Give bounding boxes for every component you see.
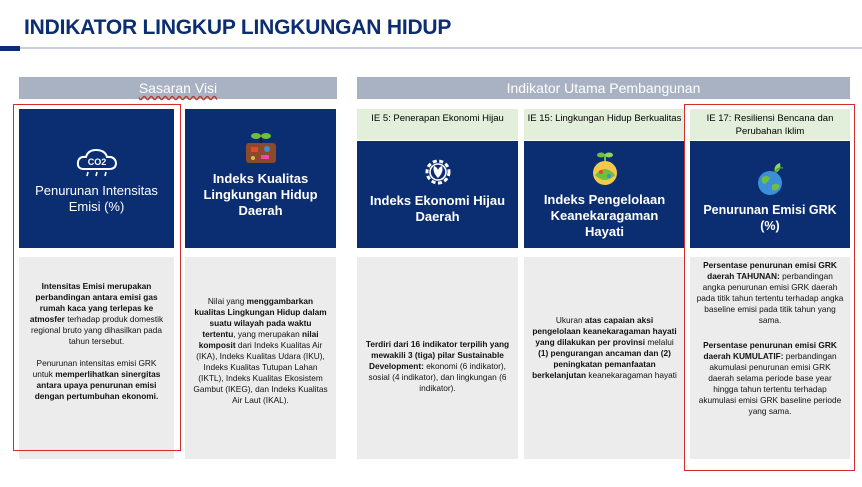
desc-bold: nilai komposit xyxy=(198,329,319,350)
biodiversity-icon xyxy=(587,151,623,189)
globe-plant-icon xyxy=(753,161,787,199)
desc-text: Nilai yang xyxy=(207,296,247,306)
desc-text: ekonomi (6 indikator), sosial (4 indikator), dan lingkungan (6 indikator). xyxy=(368,361,507,393)
page-title: INDIKATOR LINGKUP LINGKUNGAN HIDUP xyxy=(24,16,452,39)
card-penurunan-intensitas-emisi xyxy=(19,109,174,248)
card-penurunan-emisi-grk xyxy=(690,141,850,248)
card-indeks-ekonomi-hijau xyxy=(357,141,518,248)
card-title: Indeks Ekonomi Hijau Daerah xyxy=(369,193,506,224)
desc-bold: atas capaian aksi pengelolaan keanekaragaman hayati yang dilakukan per provinsi xyxy=(532,315,677,347)
soil-sprout-icon xyxy=(243,131,279,165)
desc-bold: Intensitas Emisi merupakan perbandingan antara emisi gas rumah kaca yang terlepas ke atmosfer xyxy=(29,281,158,324)
card-title: Penurunan Emisi GRK (%) xyxy=(703,203,837,233)
desc-bold: Terdiri dari 16 indikator terpilih yang mewakili 3 (tiga) pilar Sustainable Development: xyxy=(365,339,510,371)
description-penurunan-emisi-grk xyxy=(690,257,850,459)
subhead-ie17: IE 17: Resiliensi Bencana dan Perubahan Iklim xyxy=(690,109,850,140)
description-indeks-pengelolaan-keanekaragaman-hayati xyxy=(524,257,685,459)
desc-bold: menggambarkan kualitas Lingkungan Hidup dalam suatu wilayah pada waktu tertentu xyxy=(194,296,327,339)
desc-text: perbandingan akumulasi penurunan emisi GRK daerah selama periode base year hingga tahun tertentu terhadap akumulasi emisi GRK baseline periode yang sama. xyxy=(698,351,842,416)
desc-bold: Persentase penurunan emisi GRK daerah TAHUNAN: xyxy=(703,260,837,281)
title-accent-bar xyxy=(0,46,20,51)
desc-text: melalui xyxy=(645,337,674,347)
card-title: Penurunan Intensitas Emisi (%) xyxy=(35,183,158,214)
card-indeks-kualitas-lingkungan-hidup xyxy=(185,109,336,248)
co2-text: CO2 xyxy=(87,157,106,167)
co2-cloud-icon xyxy=(74,145,120,179)
title-underline xyxy=(20,47,862,49)
subhead-ie15: IE 15: Lingkungan Hidup Berkualitas xyxy=(524,109,685,140)
card-indeks-pengelolaan-keanekaragaman-hayati xyxy=(524,141,685,248)
description-indeks-kualitas-lingkungan-hidup xyxy=(185,257,336,459)
desc-text: dari Indeks Kualitas Air (IKA), Indeks Kualitas Udara (IKU), Indeks Kualitas Tutupan Lahan (IKTL), Indeks Kualitas Ekosistem Gambut (IKEG), dan Indeks Kualitas Air Laut (IKAL). xyxy=(193,340,328,405)
section-header-indikator-utama xyxy=(357,77,850,99)
card-title: Indeks Pengelolaan Keanekaragaman Hayati xyxy=(543,192,666,239)
desc-bold: memperlihatkan sinergitas antara upaya penurunan emisi dengan pertumbuhan ekonomi. xyxy=(34,369,161,401)
desc-text: keanekaragaman hayati xyxy=(586,370,677,380)
desc-text: terhadap produk domestik regional bruto yang dihasilkan pada tahun tersebut. xyxy=(30,314,164,346)
description-indeks-ekonomi-hijau xyxy=(357,257,518,459)
desc-text: , yang merupakan xyxy=(233,329,302,339)
description-penurunan-intensitas-emisi xyxy=(19,257,174,459)
desc-text: Penurunan intensitas emisi GRK untuk xyxy=(32,358,157,379)
section-header-indikator-utama-label: Indikator Utama Pembangunan xyxy=(506,80,701,96)
desc-bold: Persentase penurunan emisi GRK daerah KUMULATIF: xyxy=(703,340,837,361)
section-header-sasaran-visi xyxy=(19,77,337,99)
section-header-sasaran-visi-label: Sasaran Visi xyxy=(138,80,218,96)
card-title: Indeks Kualitas Lingkungan Hidup Daerah xyxy=(203,171,318,218)
desc-text: perbandingan angka penurunan emisi GRK daerah pada titik tahun tertentu terhadap angka baseline emisi pada titik tahun yang sama. xyxy=(696,271,844,325)
desc-text: Ukuran xyxy=(555,315,585,325)
green-gear-leaf-icon xyxy=(420,154,456,190)
desc-bold: (1) pengurangan ancaman dan (2) peningkatan pemanfaatan berkelanjutan xyxy=(532,348,671,380)
subhead-ie5: IE 5: Penerapan Ekonomi Hijau xyxy=(357,109,518,140)
